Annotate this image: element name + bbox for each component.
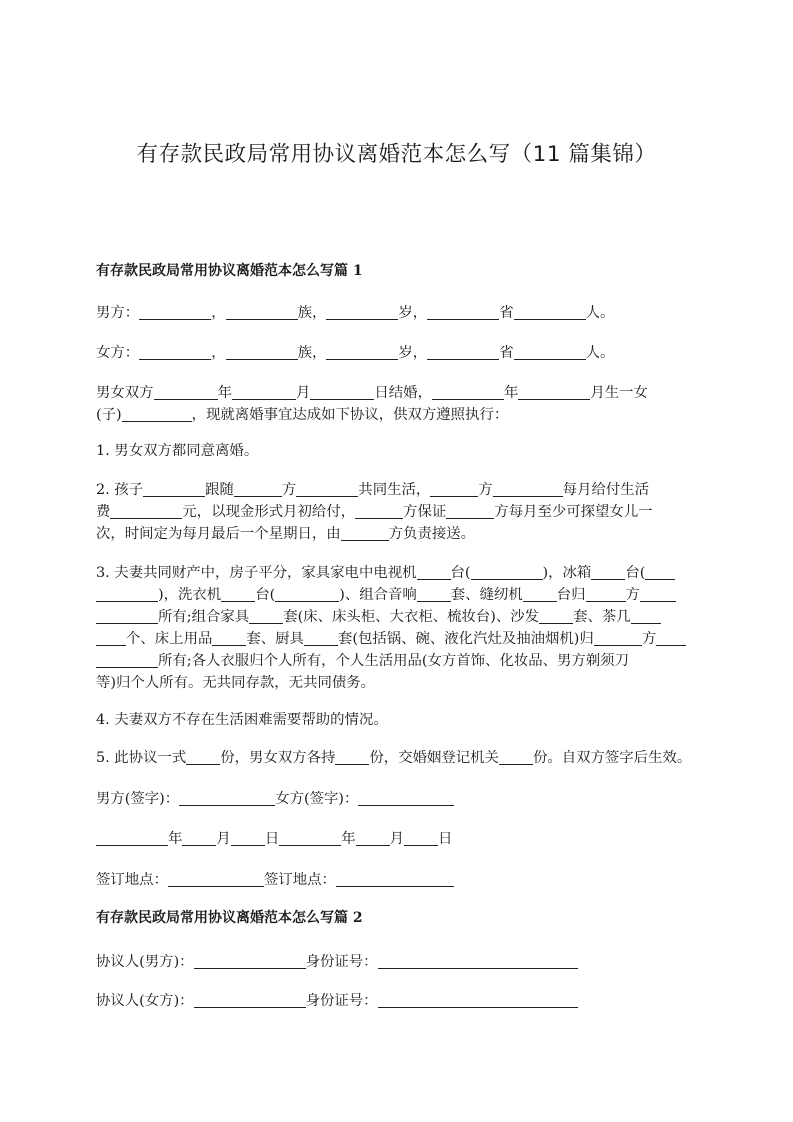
page-title: 有存款民政局常用协议离婚范本怎么写（11 篇集锦） (136, 142, 657, 167)
blank (212, 630, 246, 646)
blank (417, 586, 451, 602)
blank (591, 564, 625, 580)
item-2-line-1: 2. 孩子 跟随 方 共同生活， 方 每月给付生活 (96, 482, 650, 498)
blank (523, 586, 557, 602)
male-signature-field[interactable] (179, 790, 275, 806)
blank-ethnicity (226, 344, 298, 360)
blank (232, 384, 296, 400)
male-id-field[interactable] (378, 953, 578, 969)
blank (296, 481, 358, 497)
blank (471, 564, 543, 580)
blank-province (427, 304, 499, 320)
item-4: 4. 夫妻双方不存在生活困难需要帮助的情况。 (96, 712, 388, 728)
blank (143, 481, 205, 497)
blank-ethnicity (226, 304, 298, 320)
blank-age (326, 344, 398, 360)
blank-age (326, 304, 398, 320)
item-3-line-2: )，洗衣机 台( )、组合音响 套、缝纫机 台归 方 (96, 584, 701, 606)
female-id-field[interactable] (378, 992, 578, 1008)
item-3-line-3: 所有;组合家具 套(床、床头柜、大衣柜、梳妆台)、沙发 套、茶几 (96, 606, 701, 628)
blank (430, 481, 478, 497)
item-2-line-2: 费 元，以现金形式月初给付， 方保证 方每月至少可探望女儿一 (96, 504, 653, 520)
party-male-line: 协议人(男方)： 身份证号： (96, 951, 701, 973)
blank (417, 564, 451, 580)
blank (186, 749, 220, 765)
blank (234, 481, 282, 497)
blank-name (139, 344, 211, 360)
item-3-line-1: 3. 夫妻共同财产中，房子平分，家具家电中电视机 台( )，冰箱 台( (96, 562, 701, 584)
blank (404, 830, 438, 846)
blank (341, 525, 389, 541)
blank (182, 830, 216, 846)
blank (96, 830, 168, 846)
section-heading-2: 有存款民政局常用协议离婚范本怎么写篇 2 (96, 910, 363, 926)
item-3-line-6: 等)归个人所有。无共同存款，无共同债务。 (96, 675, 376, 691)
marriage-paragraph-line-2: (子) ，现就离婚事宜达成如下协议，供双方遵照执行： (96, 407, 509, 423)
blank (586, 586, 626, 602)
blank (110, 503, 182, 519)
blank (640, 586, 676, 602)
blank (96, 586, 158, 602)
female-name-field[interactable] (194, 992, 306, 1008)
party-female-line: 协议人(女方)： 身份证号： (96, 990, 701, 1012)
place-line: 签订地点： 签订地点： (96, 869, 701, 891)
blank (656, 630, 686, 646)
blank (539, 608, 573, 624)
blank (432, 384, 504, 400)
blank (499, 749, 533, 765)
blank-city (514, 304, 586, 320)
blank (631, 608, 661, 624)
blank (122, 406, 192, 422)
blank (594, 630, 642, 646)
label: 男方： (96, 305, 140, 321)
blank (275, 586, 339, 602)
blank (645, 564, 675, 580)
female-info-line: 女方： ， 族， 岁， 省 人。 (96, 345, 615, 361)
blank-name (139, 304, 211, 320)
female-signature-field[interactable] (358, 790, 454, 806)
section-heading-1: 有存款民政局常用协议离婚范本怎么写篇 1 (96, 263, 363, 279)
blank-province (427, 344, 499, 360)
blank (446, 503, 494, 519)
blank (221, 586, 255, 602)
item-3-line-4: 个、床上用品 套、厨具 套(包括锅、碗、液化汽灶及抽油烟机)归 方 (96, 628, 701, 650)
blank (279, 830, 341, 846)
item-3-line-5: 所有;各人衣服归个人所有，个人生活用品(女方首饰、化妆品、男方剃须刀 (96, 650, 701, 672)
place-field-2[interactable] (336, 871, 454, 887)
item-2-line-3: 次，时间定为每月最后一个星期日，由 方负责接送。 (96, 526, 476, 542)
blank (518, 384, 590, 400)
blank (304, 630, 338, 646)
blank (249, 608, 283, 624)
blank (335, 749, 369, 765)
date-line: 年 月 日 年 月 日 (96, 828, 701, 850)
blank (96, 608, 158, 624)
male-info-line: 男方： ， 族， 岁， 省 人。 (96, 305, 615, 321)
blank (310, 384, 374, 400)
blank-city (514, 344, 586, 360)
blank (231, 830, 265, 846)
place-field-1[interactable] (168, 871, 264, 887)
marriage-paragraph-line-1: 男女双方 年 月 日结婚， 年 月生一女 (96, 385, 648, 401)
blank (96, 630, 126, 646)
male-name-field[interactable] (194, 953, 306, 969)
item-1: 1. 男女双方都同意离婚。 (96, 443, 259, 459)
item-5: 5. 此协议一式 份，男女双方各持 份，交婚姻登记机关 份。自双方签字后生效。 (96, 750, 692, 766)
blank (96, 652, 158, 668)
signature-line: 男方(签字)： 女方(签字)： (96, 788, 701, 810)
blank (355, 503, 403, 519)
blank (154, 384, 218, 400)
blank (493, 481, 563, 497)
blank (356, 830, 390, 846)
